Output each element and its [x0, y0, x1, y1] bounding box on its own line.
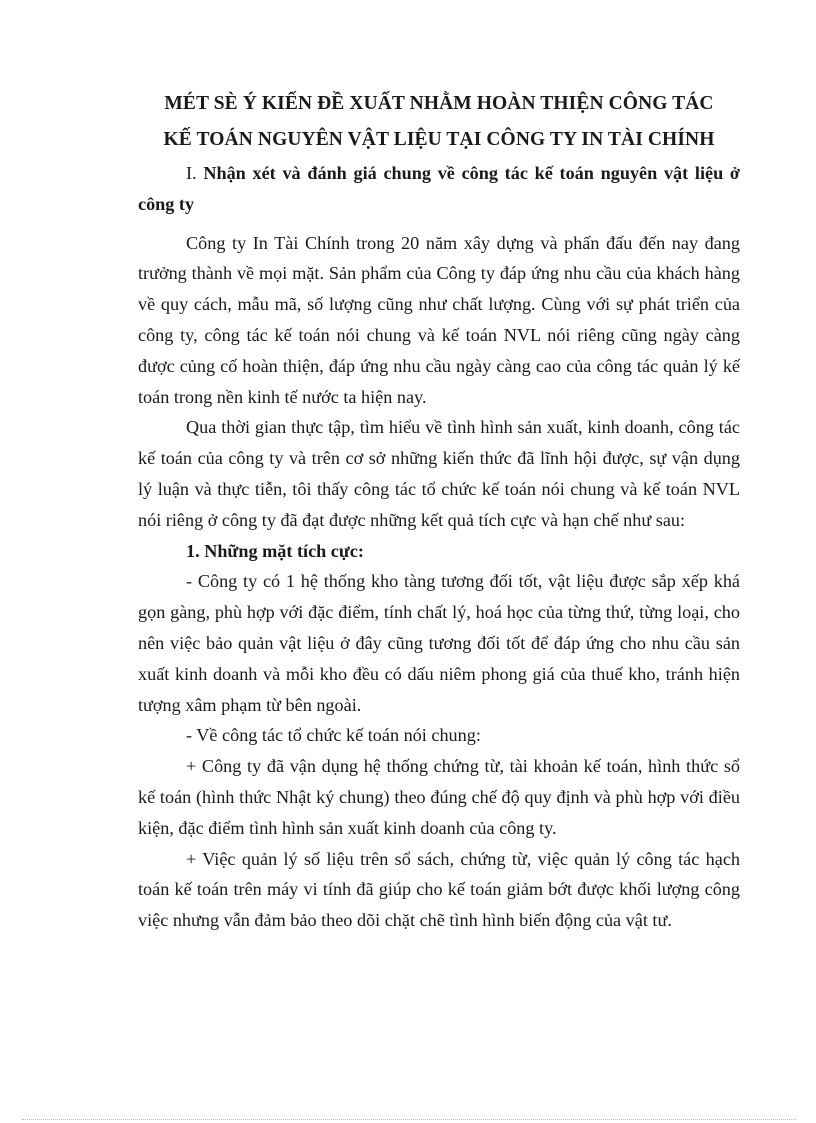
document-body: [138, 86, 740, 936]
paragraph-2: Qua thời gian thực tập, tìm hiểu về tình hình sản xuất, kinh doanh, công tác kế toán của công ty và trên cơ sở những kiến thức đã lĩnh hội được, sự vận dụng lý luận và thực tiễn, tôi thấy công tác tổ chức kế toán nói chung và kế toán NVL nói riêng ở công ty đã đạt được những kết quả tích cực và hạn chế như sau:: [138, 417, 740, 530]
page-bottom-rule: [22, 1119, 796, 1120]
paragraph-6: + Việc quản lý số liệu trên sổ sách, chứng từ, việc quản lý công tác hạch toán kế toán trên máy vi tính đã giúp cho kế toán giảm bớt được khối lượng công việc nhưng vẫn đảm bảo theo dõi chặt chẽ tình hình biến động của vật tư.: [138, 848, 740, 931]
paragraph-4: - Về công tác tổ chức kế toán nói chung:: [186, 725, 481, 746]
paragraph-1: Công ty In Tài Chính trong 20 năm xây dựng và phấn đấu đến nay đang trưởng thành về mọi mặt. Sản phẩm của Công ty đáp ứng nhu cầu của khách hàng về quy cách, mẫu mã, số lượng cũng như chất lượng. Cùng với sự phát triển của công ty, công tác kế toán nói chung và kế toán NVL nói riêng cũng ngày càng được củng cố hoàn thiện, đáp ứng nhu cầu ngày càng cao của công tác quản lý kế toán trong nền kinh tế nước ta hiện nay.: [138, 232, 740, 407]
title-line-1: MÉT SÈ Ý KIẾN ĐỀ XUẤT NHẰM HOÀN THIỆN CÔNG TÁC: [164, 93, 714, 114]
title-line-2: KẾ TOÁN NGUYÊN VẬT LIỆU TẠI CÔNG TY IN TÀI CHÍNH: [163, 129, 715, 150]
paragraph-5: + Công ty đã vận dụng hệ thống chứng từ, tài khoản kế toán, hình thức sổ kế toán (hình thức Nhật ký chung) theo đúng chế độ quy định và phù hợp với điều kiện, đặc điểm tình hình sản xuất kinh doanh của công ty.: [138, 756, 740, 838]
section-heading-I: [138, 158, 740, 220]
section-number: I.: [186, 163, 204, 183]
paragraph-3: - Công ty có 1 hệ thống kho tàng tương đối tốt, vật liệu được sắp xếp khá gọn gàng, phù hợp với đặc điểm, tính chất lý, hoá học của từng thứ, từng loại, cho nên việc bảo quản vật liệu ở đây cũng tương đối tốt để đáp ứng cho nhu cầu sản xuất kinh doanh và mỗi kho đều có dấu niêm phong giá của thuế kho, tránh hiện tượng xâm phạm từ bên ngoài.: [138, 571, 740, 715]
section-heading-text: Nhận xét và đánh giá chung về công tác kế toán nguyên vật liệu ở công ty: [138, 163, 740, 214]
document-title: [138, 86, 740, 158]
subheading-positive-aspects: 1. Những mặt tích cực:: [186, 540, 364, 561]
